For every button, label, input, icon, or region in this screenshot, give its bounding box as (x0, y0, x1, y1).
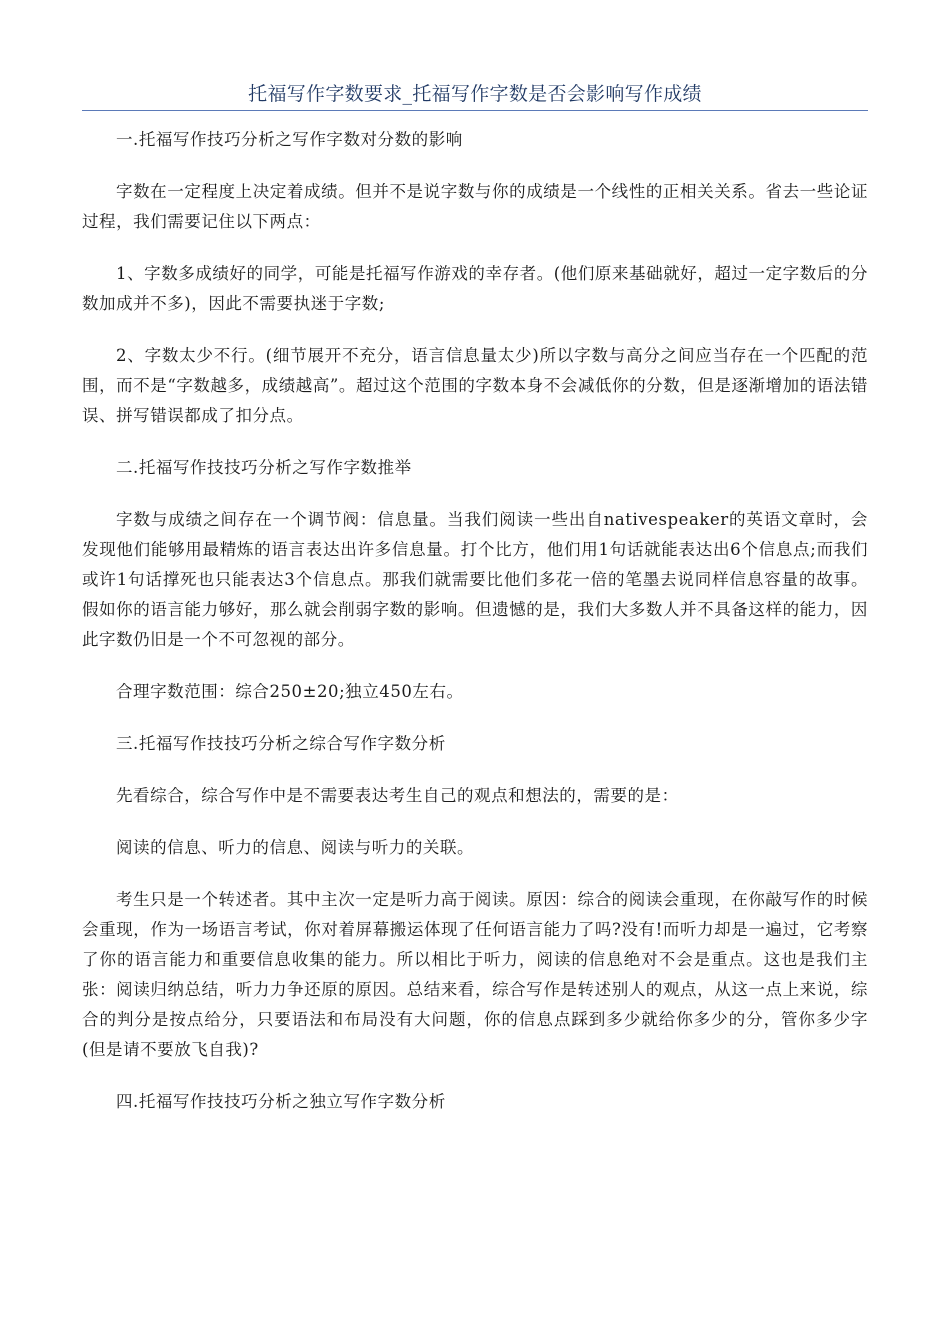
paragraph: 考生只是一个转述者。其中主次一定是听力高于阅读。原因：综合的阅读会重现，在你敲写作的时候会重现，作为一场语言考试，你对着屏幕搬运体现了任何语言能力了吗?没有!而听力却是一遍过，它考察了你的语言能力和重要信息收集的能力。所以相比于听力，阅读的信息绝对不会是重点。这也是我们主张：阅读归纳总结，听力力争还原的原因。总结来看，综合写作是转述别人的观点，从这一点上来说，综合的判分是按点给分，只要语法和布局没有大问题，你的信息点踩到多少就给你多少的分，管你多少字(但是请不要放飞自我)? (82, 890, 868, 1059)
paragraph: 合理字数范围：综合250±20;独立450左右。 (116, 682, 464, 701)
paragraph: 字数在一定程度上决定着成绩。但并不是说字数与你的成绩是一个线性的正相关关系。省去一些论证过程，我们需要记住以下两点： (82, 182, 868, 231)
paragraph: 阅读的信息、听力的信息、阅读与听力的关联。 (116, 838, 475, 857)
paragraph: 2、字数太少不行。(细节展开不充分，语言信息量太少)所以字数与高分之间应当存在一个匹配的范围，而不是“字数越多，成绩越高”。超过这个范围的字数本身不会减低你的分数，但是逐渐增加的语法错误、拼写错误都成了扣分点。 (82, 346, 868, 425)
paragraph: 字数与成绩之间存在一个调节阀：信息量。当我们阅读一些出自nativespeaker的英语文章时，会发现他们能够用最精炼的语言表达出许多信息量。打个比方，他们用1句话就能表达出6个信息点;而我们或许1句话撑死也只能表达3个信息点。那我们就需要比他们多花一倍的笔墨去说同样信息容量的故事。假如你的语言能力够好，那么就会削弱字数的影响。但遗憾的是，我们大多数人并不具备这样的能力，因此字数仍旧是一个不可忽视的部分。 (82, 510, 868, 649)
paragraph: 1、字数多成绩好的同学，可能是托福写作游戏的幸存者。(他们原来基础就好，超过一定字数后的分数加成并不多)，因此不需要执迷于字数; (82, 264, 868, 313)
document-page (82, 0, 868, 1117)
paragraph: 先看综合，综合写作中是不需要表达考生自己的观点和想法的，需要的是： (116, 786, 679, 805)
document-title: 托福写作字数要求_托福写作字数是否会影响写作成绩 (248, 83, 702, 105)
section-heading-3: 三.托福写作技技巧分析之综合写作字数分析 (116, 734, 446, 753)
title-underline (82, 110, 868, 111)
section-heading-4: 四.托福写作技技巧分析之独立写作字数分析 (116, 1092, 446, 1111)
section-heading-2: 二.托福写作技技巧分析之写作字数推举 (116, 458, 412, 477)
section-heading-1: 一.托福写作技巧分析之写作字数对分数的影响 (116, 130, 463, 149)
